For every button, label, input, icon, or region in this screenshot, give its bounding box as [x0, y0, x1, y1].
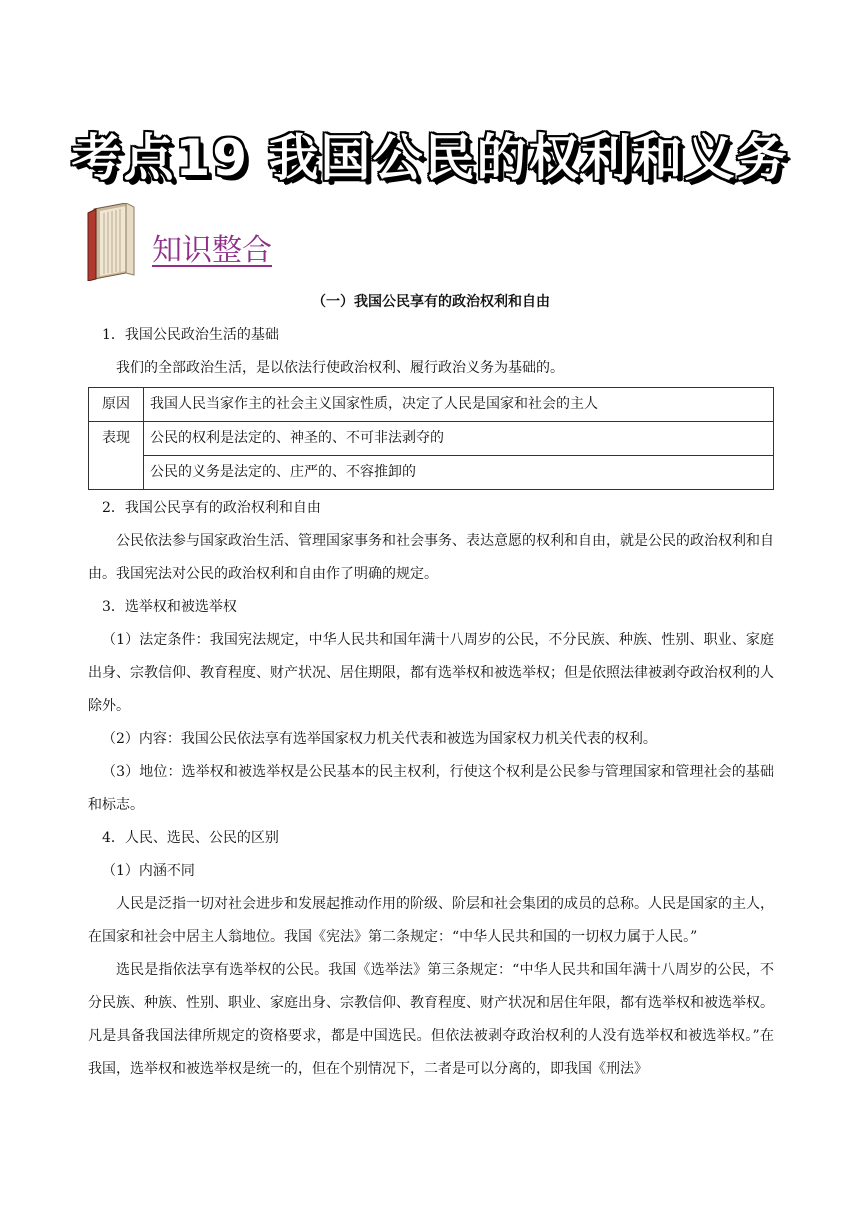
table-label-manifestation: 表现	[89, 422, 144, 490]
s3-p3: （3）地位：选举权和被选举权是公民基本的民主权利，行使这个权利是公民参与管理国家和管理社会的基础和标志。	[88, 764, 774, 813]
section-label: 知识整合	[152, 233, 272, 268]
table-row	[89, 422, 774, 456]
s3-p1: （1）法定条件：我国宪法规定，中华人民共和国年满十八周岁的公民，不分民族、种族、性别、职业、家庭出身、宗教信仰、教育程度、财产状况、居住期限，都有选举权和被选举权；但是依照法律被剥夺政治权利的人除外。	[88, 632, 774, 714]
s3-title: 3．选举权和被选举权	[102, 599, 237, 615]
info-table	[88, 387, 774, 490]
s4-p1: 人民是泛指一切对社会进步和发展起推动作用的阶级、阶层和社会集团的成员的总称。人民是国家的主人，在国家和社会中居主人翁地位。我国《宪法》第二条规定：“中华人民共和国的一切权力属于人民。”	[88, 896, 774, 945]
s4-sub: （1）内涵不同	[102, 863, 195, 879]
s1-text: 我们的全部政治生活，是以依法行使政治权利、履行政治义务为基础的。	[116, 360, 564, 376]
s4-title: 4．人民、选民、公民的区别	[102, 830, 279, 846]
table-cell: 公民的义务是法定的、庄严的、不容推卸的	[144, 456, 774, 490]
s2-text: 公民依法参与国家政治生活、管理国家事务和社会事务、表达意愿的权利和自由，就是公民的政治权利和自由。我国宪法对公民的政治权利和自由作了明确的规定。	[88, 533, 774, 582]
section-heading: （一）我国公民享有的政治权利和自由	[312, 294, 550, 310]
book-icon	[86, 203, 148, 281]
s3-p2: （2）内容：我国公民依法享有选举国家权力机关代表和被选为国家权力机关代表的权利。	[102, 731, 657, 747]
s1-title: 1．我国公民政治生活的基础	[102, 327, 279, 343]
document-body	[88, 286, 774, 1086]
table-row	[89, 388, 774, 422]
s2-title: 2．我国公民享有的政治权利和自由	[102, 500, 321, 516]
table-label-reason: 原因	[89, 388, 144, 422]
table-cell: 公民的权利是法定的、神圣的、不可非法剥夺的	[144, 422, 774, 456]
page-title: 考点19 我国公民的权利和义务	[71, 129, 789, 187]
table-row	[89, 456, 774, 490]
s4-p2: 选民是指依法享有选举权的公民。我国《选举法》第三条规定：“中华人民共和国年满十八周岁的公民，不分民族、种族、性别、职业、家庭出身、宗教信仰、教育程度、财产状况和居住年限，都有选举权和被选举权。凡是具备我国法律所规定的资格要求，都是中国选民。但依法被剥夺政治权利的人没有选举权和被选举权。”在我国，选举权和被选举权是统一的，但在个别情况下，二者是可以分离的，即我国《刑法》	[88, 962, 774, 1077]
table-cell: 我国人民当家作主的社会主义国家性质，决定了人民是国家和社会的主人	[144, 388, 774, 422]
